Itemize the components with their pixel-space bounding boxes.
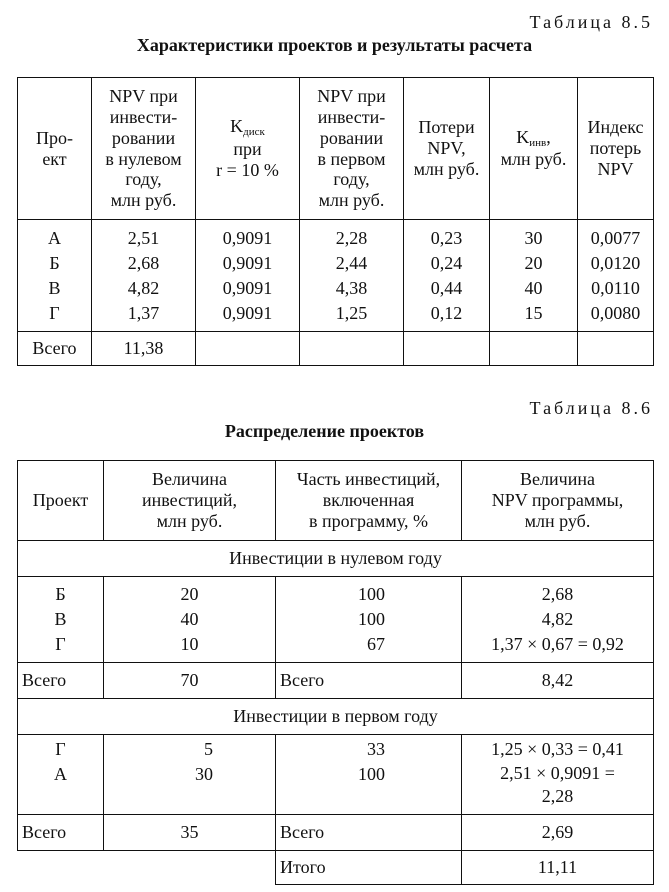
projects-characteristics-table: [17, 77, 654, 366]
cell-npv: 2,68: [541, 584, 574, 604]
cell-project: Б: [49, 252, 60, 273]
section-zero-year: Инвестиции в нулевом году: [18, 541, 654, 577]
cell-investment: 40: [180, 609, 199, 629]
cell-npv1: 2,44: [335, 252, 368, 273]
grand-total-label: Итого: [276, 851, 462, 885]
total-investment: 35: [104, 815, 276, 851]
cell-npv1: 1,25: [335, 302, 368, 323]
cell-index: 0,0110: [591, 277, 640, 298]
cell-npv0: 4,82: [127, 277, 160, 298]
cell-npv: 1,37 × 0,67 = 0,92: [491, 634, 624, 654]
cell-kinv: 30: [524, 227, 543, 248]
cell-share: 67: [367, 634, 385, 654]
cell-npv: 4,82: [541, 609, 574, 629]
total-label: Всего: [18, 815, 104, 851]
col-kinv-values: [490, 220, 578, 332]
header-program-npv: Величина NPV программы, млн руб.: [462, 461, 654, 541]
section-row: [18, 699, 654, 735]
cell-npv1: 2,28: [335, 227, 368, 248]
cell-share: 100: [358, 764, 385, 784]
table-number-2: Таблица 8.6: [529, 398, 653, 418]
total-value: 11,38: [92, 332, 196, 366]
section-row: [18, 541, 654, 577]
col-index-values: [578, 220, 654, 332]
kdisk-subscript: диск: [243, 126, 265, 139]
cell-project: А: [54, 764, 67, 784]
header-row: [18, 78, 654, 220]
cell-project: Б: [55, 584, 66, 604]
header-investment-size: Величина инвестиций, млн руб.: [104, 461, 276, 541]
cell-project: В: [48, 277, 61, 298]
kinv-subscript: инв: [529, 136, 547, 149]
total-investment: 70: [104, 663, 276, 699]
cell-loss: 0,44: [430, 277, 463, 298]
table-title-1: Характеристики проектов и результаты расчета: [136, 35, 533, 55]
cell-project: Г: [49, 302, 60, 323]
col-npv-values: [462, 735, 654, 815]
cell-share: 33: [367, 739, 385, 759]
col-project-values: [18, 735, 104, 815]
cell-npv0: 2,51: [127, 227, 160, 248]
col-project-values: [18, 577, 104, 663]
empty-cell: [104, 851, 276, 885]
cell-index: 0,0120: [590, 252, 641, 273]
empty-cell: [18, 851, 104, 885]
cell-share: 100: [358, 609, 385, 629]
col-share-values: [276, 577, 462, 663]
kinv-tail: , млн руб.: [500, 126, 567, 170]
col-npv1-values: [300, 220, 404, 332]
grand-total-row: [18, 851, 654, 885]
cell-loss: 0,24: [430, 252, 463, 273]
table-row: [18, 735, 654, 815]
section-first-year: Инвестиции в первом году: [18, 699, 654, 735]
cell-project: В: [54, 609, 67, 629]
total-row: [18, 815, 654, 851]
kinv-symbol: K: [516, 126, 530, 147]
grand-total-npv: 11,11: [462, 851, 654, 885]
total-label: Всего: [18, 663, 104, 699]
empty-cell: [404, 332, 490, 366]
header-npv-loss: Потери NPV, млн руб.: [404, 78, 490, 220]
cell-investment: 20: [180, 584, 199, 604]
cell-project: Г: [55, 634, 66, 654]
col-npv0-values: [92, 220, 196, 332]
cell-npv: 1,25 × 0,33 = 0,41: [491, 739, 624, 759]
empty-cell: [490, 332, 578, 366]
header-investment: [490, 78, 578, 220]
col-investment-values: [104, 577, 276, 663]
col-project-values: [18, 220, 92, 332]
cell-project: Г: [55, 739, 66, 759]
col-share-values: [276, 735, 462, 815]
col-npv-values: [462, 577, 654, 663]
cell-kinv: 15: [524, 302, 543, 323]
total-npv: 8,42: [462, 663, 654, 699]
cell-index: 0,0077: [590, 227, 641, 248]
table-number-1: Таблица 8.5: [529, 12, 653, 32]
cell-index: 0,0080: [590, 302, 641, 323]
table-row: [18, 220, 654, 332]
cell-kdisk: 0,9091: [222, 252, 273, 273]
col-investment-values: [104, 735, 276, 815]
total-npv: 2,69: [462, 815, 654, 851]
header-investment-share: Часть инвестиций, включенная в программу, %: [276, 461, 462, 541]
cell-kinv: 20: [524, 252, 543, 273]
total-row: [18, 332, 654, 366]
empty-cell: [300, 332, 404, 366]
cell-kdisk: 0,9091: [222, 302, 273, 323]
kdisk-symbol: K: [230, 116, 244, 137]
cell-investment: 30: [195, 764, 213, 784]
cell-kdisk: 0,9091: [222, 227, 273, 248]
col-kdisk-values: [196, 220, 300, 332]
total-label-2: Всего: [276, 815, 462, 851]
cell-npv1: 4,38: [335, 277, 368, 298]
cell-kinv: 40: [524, 277, 543, 298]
cell-npv0: 2,68: [127, 252, 160, 273]
cell-kdisk: 0,9091: [222, 277, 273, 298]
table-row: [18, 577, 654, 663]
col-loss-values: [404, 220, 490, 332]
projects-distribution-table: [17, 460, 654, 885]
total-label: Всего: [18, 332, 92, 366]
total-row: [18, 663, 654, 699]
cell-loss: 0,12: [430, 302, 463, 323]
cell-investment: 5: [204, 739, 213, 759]
header-row: [18, 461, 654, 541]
cell-investment: 10: [180, 634, 199, 654]
cell-share: 100: [358, 584, 385, 604]
table-title-2: Распределение проектов: [224, 421, 425, 441]
header-discount-factor: [196, 78, 300, 220]
cell-npv0: 1,37: [127, 302, 160, 323]
cell-loss: 0,23: [430, 227, 463, 248]
header-loss-index: Индекс потерь NPV: [578, 78, 654, 220]
cell-npv: 2,51 × 0,9091 = 2,28: [500, 763, 615, 806]
header-npv-first-year: NPV при инвести- ровании в первом году, млн руб.: [300, 78, 404, 220]
empty-cell: [196, 332, 300, 366]
total-label-2: Всего: [276, 663, 462, 699]
empty-cell: [578, 332, 654, 366]
header-npv-zero-year: NPV при инвести- ровании в нулевом году, млн руб.: [92, 78, 196, 220]
cell-project: А: [48, 227, 61, 248]
header-project: Про- ект: [18, 78, 92, 220]
header-project: Проект: [18, 461, 104, 541]
kdisk-tail: при r = 10 %: [216, 139, 279, 180]
